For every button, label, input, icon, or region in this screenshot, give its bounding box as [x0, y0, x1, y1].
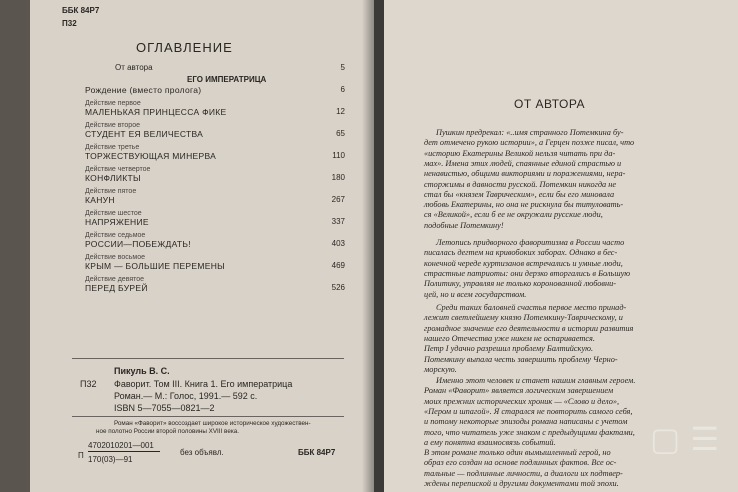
- text-line: Потемкину выпала честь завершить проблему Черно-: [424, 354, 618, 364]
- toc-entry-page: 65: [336, 129, 345, 138]
- text-line: Именно этот человек и станет нашим главным героем.: [436, 376, 636, 385]
- biblio-code-num: 4702010201—001: [88, 441, 154, 450]
- text-line: «Пером и шпагой». Я старался не повторить самого себя,: [424, 406, 633, 416]
- text-line: любовь Екатерины, но она не рискнула бы титуловать-: [424, 200, 624, 210]
- biblio-rule-mid: [72, 416, 344, 417]
- biblio-isbn: ISBN 5—7055—0821—2: [114, 403, 215, 413]
- toc-entry-title: СТУДЕНТ ЕЯ ВЕЛИЧЕСТВА: [85, 129, 204, 139]
- toc-entry-title: ТОРЖЕСТВУЮЩАЯ МИНЕРВА: [85, 151, 217, 161]
- toc-entry-title: КОНФЛИКТЫ: [85, 173, 141, 183]
- text-line: В этом романе только один вымышленный герой, но: [424, 448, 611, 458]
- bbk-top: ББК 84Р7: [62, 6, 100, 15]
- biblio-no-ads: без объявл.: [180, 448, 224, 457]
- toc-act-label: Действие третье: [85, 144, 140, 151]
- biblio-annotation-1: Роман «Фаворит» воссоздает широкое историческое художествен-: [114, 420, 311, 427]
- toc-entry-page: 337: [331, 217, 345, 226]
- toc-from-author-page: 5: [340, 63, 345, 72]
- text-line: лежит светлейшему князю Потемкину-Таврическому, и: [424, 313, 623, 323]
- toc-entry: [85, 107, 345, 117]
- text-line: образ его создан на основе подлинных фактов. Все ос-: [424, 458, 617, 468]
- biblio-line1: Фаворит. Том III. Книга 1. Его императрица: [114, 379, 293, 389]
- text-line: «историю Екатерины Великой нельзя читать при да-: [424, 148, 616, 158]
- toc-entry: [85, 85, 345, 95]
- text-line: тальные — подлинные личности, а диалоги их подтвер-: [424, 468, 623, 478]
- toc-entry: [85, 217, 345, 227]
- toc-entry: [85, 129, 345, 139]
- toc-act-label: Действие первое: [85, 100, 141, 107]
- toc-entry-page: 469: [331, 261, 345, 270]
- toc-entry-title: ПЕРЕД БУРЕЙ: [85, 283, 148, 293]
- text-line: ждены перепиской и другими документами той эпохи.: [424, 479, 619, 488]
- toc-entry-page: 403: [331, 239, 345, 248]
- author-note-heading: ОТ АВТОРА: [514, 97, 586, 111]
- text-line: Роман «Фаворит» является логическим завершением: [424, 386, 614, 396]
- toc-entry-page: 526: [331, 283, 345, 292]
- toc-from-author: [115, 63, 345, 72]
- text-line: страстные патриоты: они дерзко вторгались в Большую: [424, 268, 631, 278]
- text-line: стал бы «князем Таврическим», если бы его миновала: [424, 189, 615, 199]
- toc-act-label: Действие четвертое: [85, 166, 151, 173]
- text-line: моих прежних исторических хроник — «Слово и дело»,: [424, 396, 620, 406]
- biblio-line2: Роман.— М.: Голос, 1991.— 592 с.: [114, 391, 258, 401]
- text-line: и потому некоторые эпизоды романа написаны с учетом: [424, 417, 628, 427]
- toc-entry-page: 110: [332, 151, 345, 160]
- text-line: мах». Имена этих людей, спаянные единой страстью и: [424, 158, 622, 168]
- watermark-icon: ▢ ☰: [650, 420, 720, 458]
- toc-entry: [85, 261, 345, 271]
- toc-entry: [85, 173, 345, 183]
- toc-entry-title: КАНУН: [85, 195, 115, 205]
- toc-entry-page: 12: [336, 107, 345, 116]
- toc-entry-title: Рождение (вместо пролога): [85, 85, 202, 95]
- text-line: писалась дегтем на кривобоких заборах. Однако в бес-: [424, 248, 618, 258]
- text-line: Политику, управляя не только коронованной любовни-: [424, 279, 617, 289]
- toc-act-label: Действие седьмое: [85, 232, 146, 239]
- text-line: конечной череде куртизанов встречались и умные люди,: [424, 258, 623, 268]
- text-line: подобные Потемкину!: [424, 220, 504, 230]
- biblio-code-den: 170(03)—91: [88, 455, 133, 464]
- text-line: сторжимы в давности русской. Потемкин никогда не: [424, 179, 617, 189]
- page-fold: [362, 0, 374, 492]
- toc-from-author-label: От автора: [115, 63, 153, 72]
- biblio-code-prefix: П: [78, 451, 84, 460]
- text-line: ся «Великой», если б ее не окружали русские люди,: [424, 210, 603, 220]
- text-line: морскую.: [424, 364, 457, 374]
- toc-entry: [85, 151, 345, 161]
- text-line: Пушкин предрекал: «..имя странного Потемкина бу-: [436, 128, 624, 137]
- biblio-rule-top: [72, 358, 344, 359]
- toc-act-label: Действие второе: [85, 122, 140, 129]
- code-top: П32: [62, 19, 77, 28]
- toc-entry-title: МАЛЕНЬКАЯ ПРИНЦЕССА ФИКЕ: [85, 107, 227, 117]
- biblio-bbk-bottom: ББК 84Р7: [298, 448, 336, 457]
- toc-entry-title: РОССИИ—ПОБЕЖДАТЬ!: [85, 239, 191, 249]
- text-line: цей, но и всем государством.: [424, 289, 527, 299]
- toc-part-title: ЕГО ИМПЕРАТРИЦА: [187, 75, 267, 84]
- text-line: Летопись придворного фаворитизма в России часто: [436, 238, 625, 247]
- toc-act-label: Действие девятое: [85, 276, 145, 283]
- biblio-fraction-line: [88, 451, 160, 452]
- text-line: громадное значение его деятельности в истории развития: [424, 323, 634, 333]
- text-line: а ему понятна взаимосвязь событий.: [424, 437, 556, 447]
- toc-entry: [85, 283, 345, 293]
- toc-entry-title: КРЫМ — БОЛЬШИЕ ПЕРЕМЕНЫ: [85, 261, 225, 271]
- biblio-annotation-2: ное полотно России второй половины XVIII века.: [96, 428, 239, 435]
- toc-title: ОГЛАВЛЕНИЕ: [136, 40, 233, 55]
- text-line: нашего Отечества уже никем не оспаривается.: [424, 333, 595, 343]
- toc-act-label: Действие шестое: [85, 210, 142, 217]
- toc-entry-page: 6: [340, 85, 345, 94]
- text-line: того, что читатель уже знаком с предыдущими фактами,: [424, 427, 635, 437]
- toc-entry: [85, 195, 345, 205]
- text-line: дет отмечено рукою истории», а Герцен позже писал, что: [424, 138, 635, 148]
- text-line: Среди таких баловней счастья первое место принад-: [436, 303, 627, 312]
- toc-act-label: Действие пятое: [85, 188, 137, 195]
- text-line: Петр I удачно разрешил проблему Балтийскую.: [424, 344, 594, 354]
- toc-entry: [85, 239, 345, 249]
- biblio-code: П32: [80, 379, 97, 389]
- book-spine: [374, 0, 384, 492]
- toc-act-label: Действие восьмое: [85, 254, 145, 261]
- toc-entry-page: 180: [331, 173, 345, 182]
- biblio-author: Пикуль В. С.: [114, 366, 170, 376]
- toc-entry-page: 267: [331, 195, 345, 204]
- toc-entry-title: НАПРЯЖЕНИЕ: [85, 217, 149, 227]
- text-line: ненавистью, общими викториями и поражениями, нера-: [424, 169, 626, 179]
